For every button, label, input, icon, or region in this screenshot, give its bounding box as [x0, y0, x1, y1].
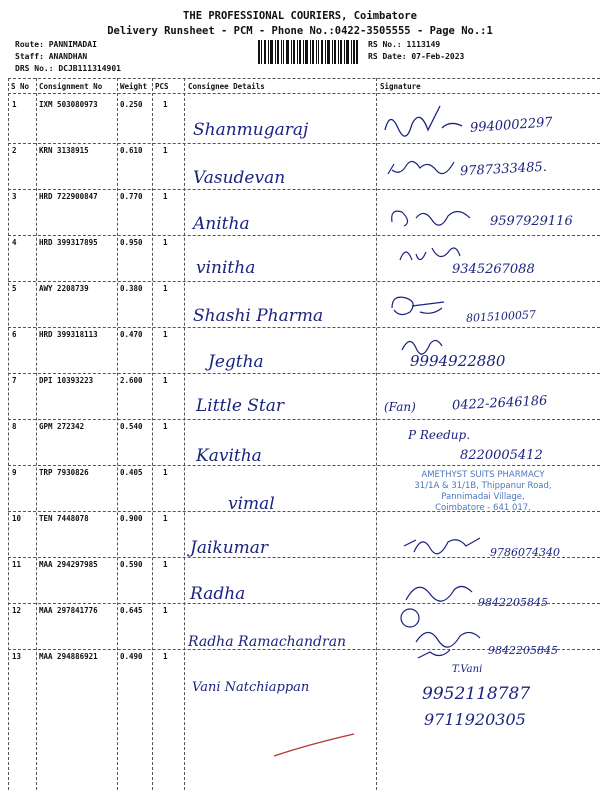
row-signature-phone: 9597929116 [490, 214, 573, 229]
route-label: Route: PANNIMADAI [15, 40, 97, 49]
pharmacy-stamp [378, 470, 588, 514]
pen-mark [270, 730, 360, 760]
row-signature-phone: 9786074340 [490, 546, 560, 559]
row-divider [8, 373, 600, 374]
signature-scribble [380, 100, 470, 140]
runsheet-title: Delivery Runsheet - PCM - Phone No.:0422-3505555 - Page No.:1 [107, 25, 493, 37]
row-consignee: Kavitha [196, 446, 262, 466]
row-sno: 2 [12, 146, 17, 155]
row-signature-phone: 9787333485. [459, 159, 548, 180]
row-sno: 8 [12, 422, 17, 431]
row-consignee: vinitha [196, 258, 256, 278]
row-sno: 7 [12, 376, 17, 385]
col-divider [184, 78, 185, 790]
row-consignment-no: IXM 503080973 [39, 100, 98, 109]
row-weight: 0.610 [120, 146, 143, 155]
signature-scribble [400, 528, 490, 558]
col-divider [117, 78, 118, 790]
signature-scribble [396, 330, 456, 358]
row-weight: 0.405 [120, 468, 143, 477]
row-weight: 0.950 [120, 238, 143, 247]
row-signature-phone: 9345267088 [452, 262, 535, 277]
signature-scribble [384, 290, 464, 322]
row-consignee: Shashi Pharma [193, 306, 324, 326]
row-divider [8, 235, 600, 236]
row-consignee: Jegtha [208, 352, 264, 372]
row-weight: 0.645 [120, 606, 143, 615]
row-sno: 5 [12, 284, 17, 293]
row-consignee: Vasudevan [193, 168, 286, 188]
row-signature-phone: 9842205845 [488, 644, 558, 657]
row-divider [8, 281, 600, 282]
row-consignee: Radha [190, 584, 246, 604]
row-consignment-no: MAA 294886921 [39, 652, 98, 661]
col-header-consignment: Consignment No [39, 82, 103, 91]
row-pcs: 1 [163, 652, 168, 661]
row-weight: 0.250 [120, 100, 143, 109]
table-top-divider [8, 78, 600, 79]
row-signature-phone: 8220005412 [460, 448, 543, 463]
row-consignee: Vani Natchiappan [192, 680, 310, 695]
company-title: THE PROFESSIONAL COURIERS, Coimbatore [183, 10, 417, 22]
row-signature-phone: 8015100057 [465, 308, 537, 325]
col-divider [36, 78, 37, 790]
row-consignee: Shanmugaraj [193, 120, 309, 140]
row-sno: 9 [12, 468, 17, 477]
col-header-weight: Weight [120, 82, 148, 91]
rs-date: RS Date: 07-Feb-2023 [368, 52, 465, 61]
row-consignee: Anitha [193, 214, 250, 234]
row-signature-phone: 9952118787 [422, 684, 531, 704]
row-consignment-no: MAA 294297985 [39, 560, 98, 569]
row-weight: 0.900 [120, 514, 143, 523]
row-pcs: 1 [163, 284, 168, 293]
row-pcs: 1 [163, 376, 168, 385]
row-signature-text: P Reedup. [408, 428, 471, 442]
row-consignment-no: HRD 399318113 [39, 330, 98, 339]
signature-scribble [384, 150, 464, 182]
col-header-signature: Signature [380, 82, 421, 91]
row-sno: 1 [12, 100, 17, 109]
col-divider [8, 78, 9, 790]
col-header-sno: S No [11, 82, 30, 91]
row-consignment-no: GPM 272342 [39, 422, 85, 431]
row-pcs: 1 [163, 100, 168, 109]
row-pcs: 1 [163, 606, 168, 615]
row-sno: 11 [12, 560, 22, 569]
row-divider [8, 143, 600, 144]
row-sno: 13 [12, 652, 22, 661]
row-weight: 0.490 [120, 652, 143, 661]
drs-number: DRS No.: DCJB111314901 [15, 64, 121, 73]
stamp-line: AMETHYST SUITS PHARMACY [421, 470, 545, 480]
row-consignment-no: AWY 2208739 [39, 284, 89, 293]
signature-scribble [410, 620, 490, 664]
row-pcs: 1 [163, 422, 168, 431]
row-signature-text: (Fan) [384, 400, 416, 414]
row-divider [8, 465, 600, 466]
row-divider [8, 189, 600, 190]
row-weight: 0.380 [120, 284, 143, 293]
row-signature-phone: 9994922880 [410, 352, 506, 370]
row-divider [8, 419, 600, 420]
col-header-consignee: Consignee Details [188, 82, 265, 91]
row-consignment-no: HRD 399317895 [39, 238, 98, 247]
row-signature-phone: 9940002297 [469, 115, 554, 136]
row-consignee: vimal [228, 494, 275, 514]
stamp-line: Pannimadai Village, [441, 492, 525, 502]
row-weight: 0.540 [120, 422, 143, 431]
row-weight: 2.600 [120, 376, 143, 385]
row-consignment-no: KRN 3138915 [39, 146, 89, 155]
header-divider [8, 93, 600, 94]
col-divider [376, 78, 377, 790]
row-pcs: 1 [163, 468, 168, 477]
barcode-image [258, 40, 358, 64]
stamp-line: Coimbatore - 641 017. [435, 503, 531, 513]
row-signature-phone: 0422-2646186 [451, 393, 548, 414]
row-sno: 4 [12, 238, 17, 247]
col-header-pcs: PCS [155, 82, 169, 91]
row-sno: 12 [12, 606, 22, 615]
row-consignment-no: HRD 722900847 [39, 192, 98, 201]
row-consignee: Radha Ramachandran [188, 634, 347, 650]
signature-scribble [386, 200, 486, 232]
row-pcs: 1 [163, 146, 168, 155]
signature-scribble [396, 240, 466, 270]
row-consignee: Little Star [196, 396, 285, 416]
extra-phone-number: 9711920305 [424, 710, 526, 729]
row-consignment-no: DPI 10393223 [39, 376, 94, 385]
row-weight: 0.770 [120, 192, 143, 201]
row-consignment-no: MAA 297841776 [39, 606, 98, 615]
row-weight: 0.590 [120, 560, 143, 569]
row-pcs: 1 [163, 192, 168, 201]
row-sno: 10 [12, 514, 22, 523]
col-divider [152, 78, 153, 790]
row-weight: 0.470 [120, 330, 143, 339]
row-pcs: 1 [163, 330, 168, 339]
row-pcs: 1 [163, 560, 168, 569]
row-divider [8, 327, 600, 328]
row-pcs: 1 [163, 514, 168, 523]
row-consignment-no: TEN 7448078 [39, 514, 89, 523]
row-signature-text: T.Vani [452, 664, 483, 675]
row-sno: 3 [12, 192, 17, 201]
staff-label: Staff: ANANDHAN [15, 52, 88, 61]
stamp-line: 31/1A & 31/1B, Thippanur Road, [414, 481, 552, 491]
row-signature-phone: 9842205845 [478, 596, 548, 609]
row-consignment-no: TRP 7930826 [39, 468, 89, 477]
row-consignee: Jaikumar [190, 538, 269, 558]
rs-number: RS No.: 1113149 [368, 40, 441, 49]
row-pcs: 1 [163, 238, 168, 247]
row-sno: 6 [12, 330, 17, 339]
